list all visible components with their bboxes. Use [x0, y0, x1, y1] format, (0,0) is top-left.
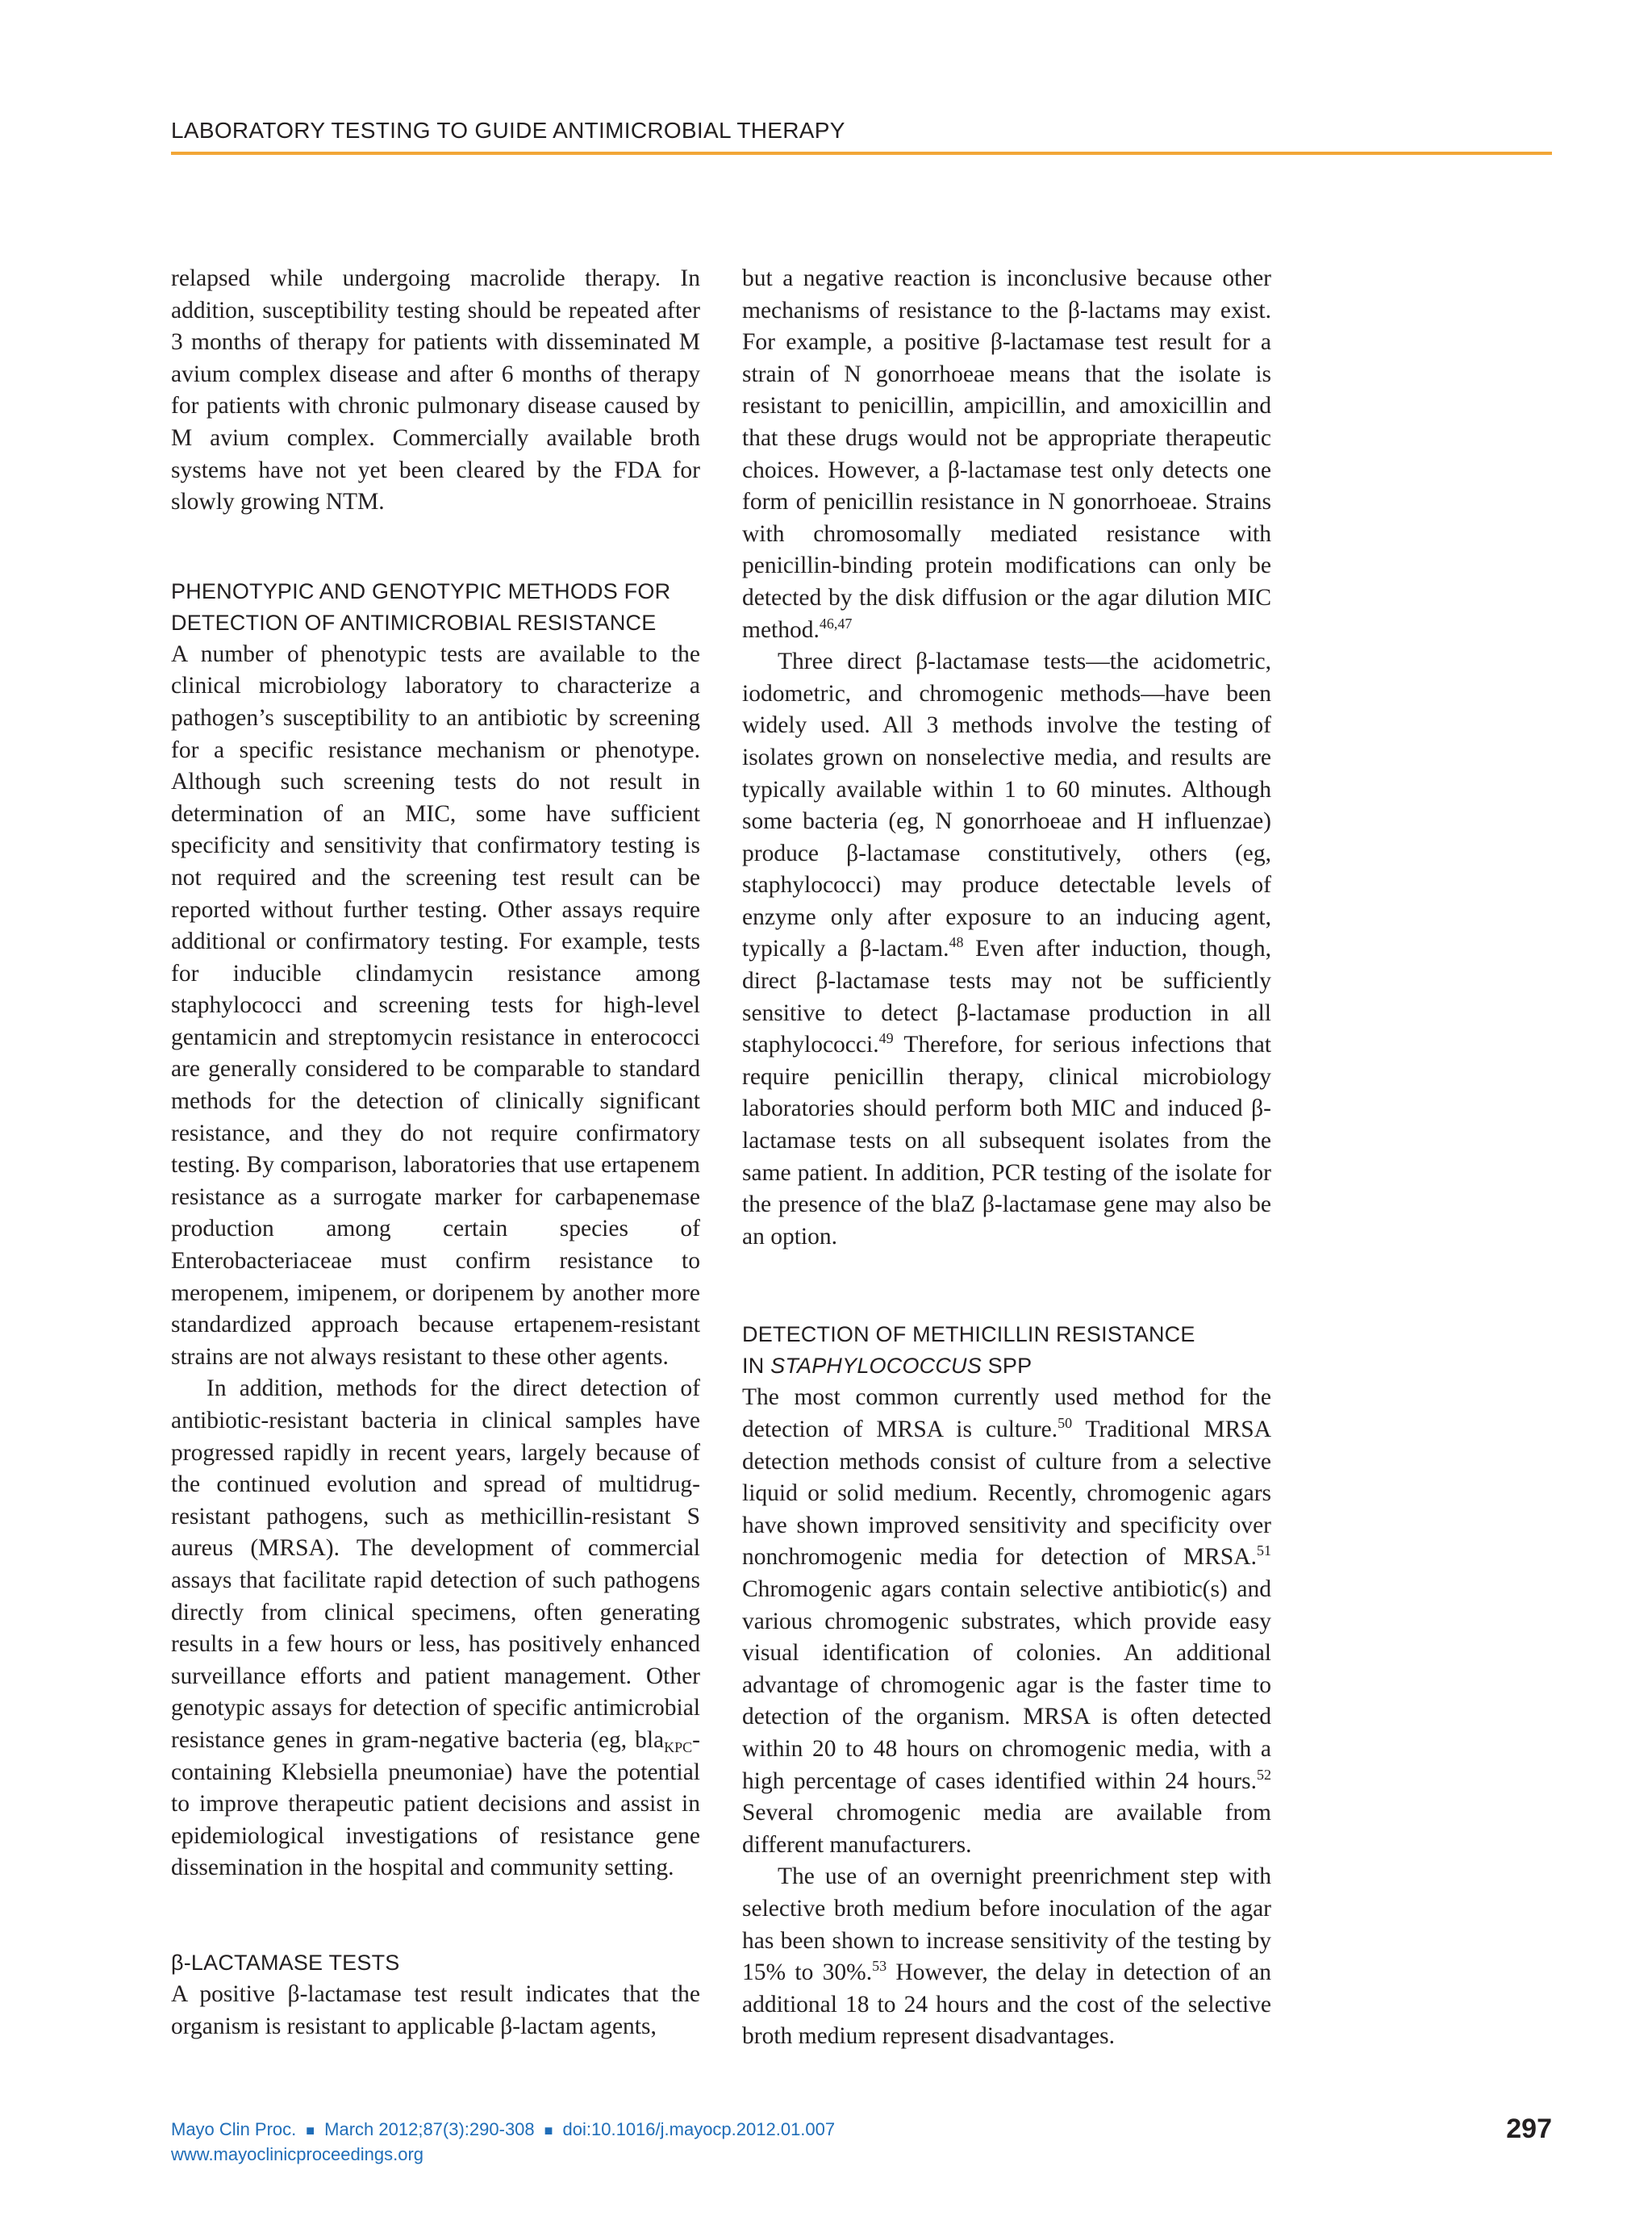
left-column [171, 263, 700, 2043]
right-column [742, 263, 1271, 2053]
section-heading-methicillin-resistance: DETECTION OF METHICILLIN RESISTANCE IN STAPHYLOCOCCUS SPP [742, 1322, 1195, 1379]
separator-icon: ■ [306, 2122, 315, 2139]
separator-icon: ■ [544, 2122, 553, 2139]
paragraph: In addition, methods for the direct detection of antibiotic-resistant bacteria in clinical samples have progressed rapidly in recent years, largely because of the continued evolution and spread of multidrug-resistant pathogens, such as methicillin-resistant S aureus (MRSA). The development of commercial assays that facilitate rapid detection of such pathogens directly from clinical specimens, often generating results in a few hours or less, has positively enhanced surveillance efforts and patient management. Other genotypic assays for detection of specific antimicrobial resistance genes in gram-negative bacteria (eg, bla$_{KPC}$-containing Klebsiella pneumoniae) have the potential to improve therapeutic patient decisions and assist in epidemiological investigations of resistance gene dissemination in the hospital and community setting. [171, 1375, 700, 1881]
page-number: 297 [1506, 2114, 1552, 2144]
section-heading-phenotypic-genotypic: PHENOTYPIC AND GENOTYPIC METHODS FOR DETECTION OF ANTIMICROBIAL RESISTANCE [171, 578, 671, 635]
paragraph: Three direct β-lactamase tests—the acidometric, iodometric, and chromogenic methods—have been widely used. All 3 methods involve the testing of isolates grown on nonselective media, and results are typically available within 1 to 60 minutes. Although some bacteria (eg, N gonorrhoeae and H influenzae) produce β-lactamase constitutively, others (eg, staphylococci) may produce detectable levels of enzyme only after exposure to an inducing agent, typically a β-lactam.$^{48}$ Even after induction, though, direct β-lactamase tests may not be sufficiently sensitive to detect β-lactamase production in all staphylococci.$^{49}$ Therefore, for serious infections that require penicillin therapy, clinical microbiology laboratories should perform both MIC and induced β-lactamase tests on all subsequent isolates from the same patient. In addition, PCR testing of the isolate for the presence of the blaZ β-lactamase gene may also be an option. [742, 649, 1271, 1250]
footer-citation [171, 2118, 835, 2167]
issue-info: March 2012;87(3):290-308 [324, 2119, 535, 2139]
paragraph: A positive β-lactamase test result indicates that the organism is resistant to applicable β-lactam agents, [171, 1980, 700, 2039]
paragraph: relapsed while undergoing macrolide therapy. In addition, susceptibility testing should be repeated after 3 months of therapy for patients with disseminated M avium complex disease and after 6 months of therapy for patients with chronic pulmonary disease caused by M avium complex. Commercially available broth systems have not yet been cleared by the FDA for slowly growing NTM. [171, 265, 700, 515]
section-heading-beta-lactamase-tests: β-LACTAMASE TESTS [171, 1950, 400, 1975]
journal-name: Mayo Clin Proc. [171, 2119, 297, 2139]
paragraph: but a negative reaction is inconclusive because other mechanisms of resistance to the β-lactams may exist. For example, a positive β-lactamase test result for a strain of N gonorrhoeae means that the isolate is resistant to penicillin, ampicillin, and amoxicillin and that these drugs would not be appropriate therapeutic choices. However, a β-lactamase test only detects one form of penicillin resistance in N gonorrhoeae. Strains with chromosomally mediated resistance with penicillin-binding protein modifications can only be detected by the disk diffusion or the agar dilution MIC method.$^{46,47}$ [742, 265, 1271, 643]
journal-url-link[interactable]: www.mayoclinicproceedings.org [171, 2144, 424, 2164]
doi-link[interactable]: doi:10.1016/j.mayocp.2012.01.007 [562, 2119, 836, 2139]
paragraph: The most common currently used method for the detection of MRSA is culture.$^{50}$ Traditional MRSA detection methods consist of culture from a selective liquid or solid medium. Recently, chromogenic agars have shown improved sensitivity and specificity over nonchromogenic media for detection of MRSA.$^{51}$ Chromogenic agars contain selective antibiotic(s) and various chromogenic substrates, which provide easy visual identification of colonies. An additional advantage of chromogenic agar is the faster time to detection of the organism. MRSA is often detected within 20 to 48 hours on chromogenic media, with a high percentage of cases identified within 24 hours.$^{52}$ Several chromogenic media are available from different manufacturers. [742, 1384, 1271, 1858]
running-head: LABORATORY TESTING TO GUIDE ANTIMICROBIAL THERAPY [171, 118, 845, 143]
paragraph: The use of an overnight preenrichment step with selective broth medium before inoculation of the agar has been shown to increase sensitivity of the testing by 15% to 30%.$^{53}$ However, the delay in detection of an additional 18 to 24 hours and the cost of the selective broth medium represent disadvantages. [742, 1863, 1271, 2050]
header-rule [171, 152, 1552, 155]
paragraph: A number of phenotypic tests are available to the clinical microbiology laboratory to characterize a pathogen’s susceptibility to an antibiotic by screening for a specific resistance mechanism or phenotype. Although such screening tests do not result in determination of an MIC, some have sufficient specificity and sensitivity that confirmatory testing is not required and the screening test result can be reported without further testing. Other assays require additional or confirmatory testing. For example, tests for inducible clindamycin resistance among staphylococci and screening tests for high-level gentamicin and streptomycin resistance in enterococci are generally considered to be comparable to standard methods for the detection of clinically significant resistance, and they do not require confirmatory testing. By comparison, laboratories that use ertapenem resistance as a surrogate marker for carbapenemase production among certain species of Enterobacteriaceae must confirm resistance to meropenem, imipenem, or doripenem by another more standardized approach because ertapenem-resistant strains are not always resistant to these other agents. [171, 641, 700, 1370]
